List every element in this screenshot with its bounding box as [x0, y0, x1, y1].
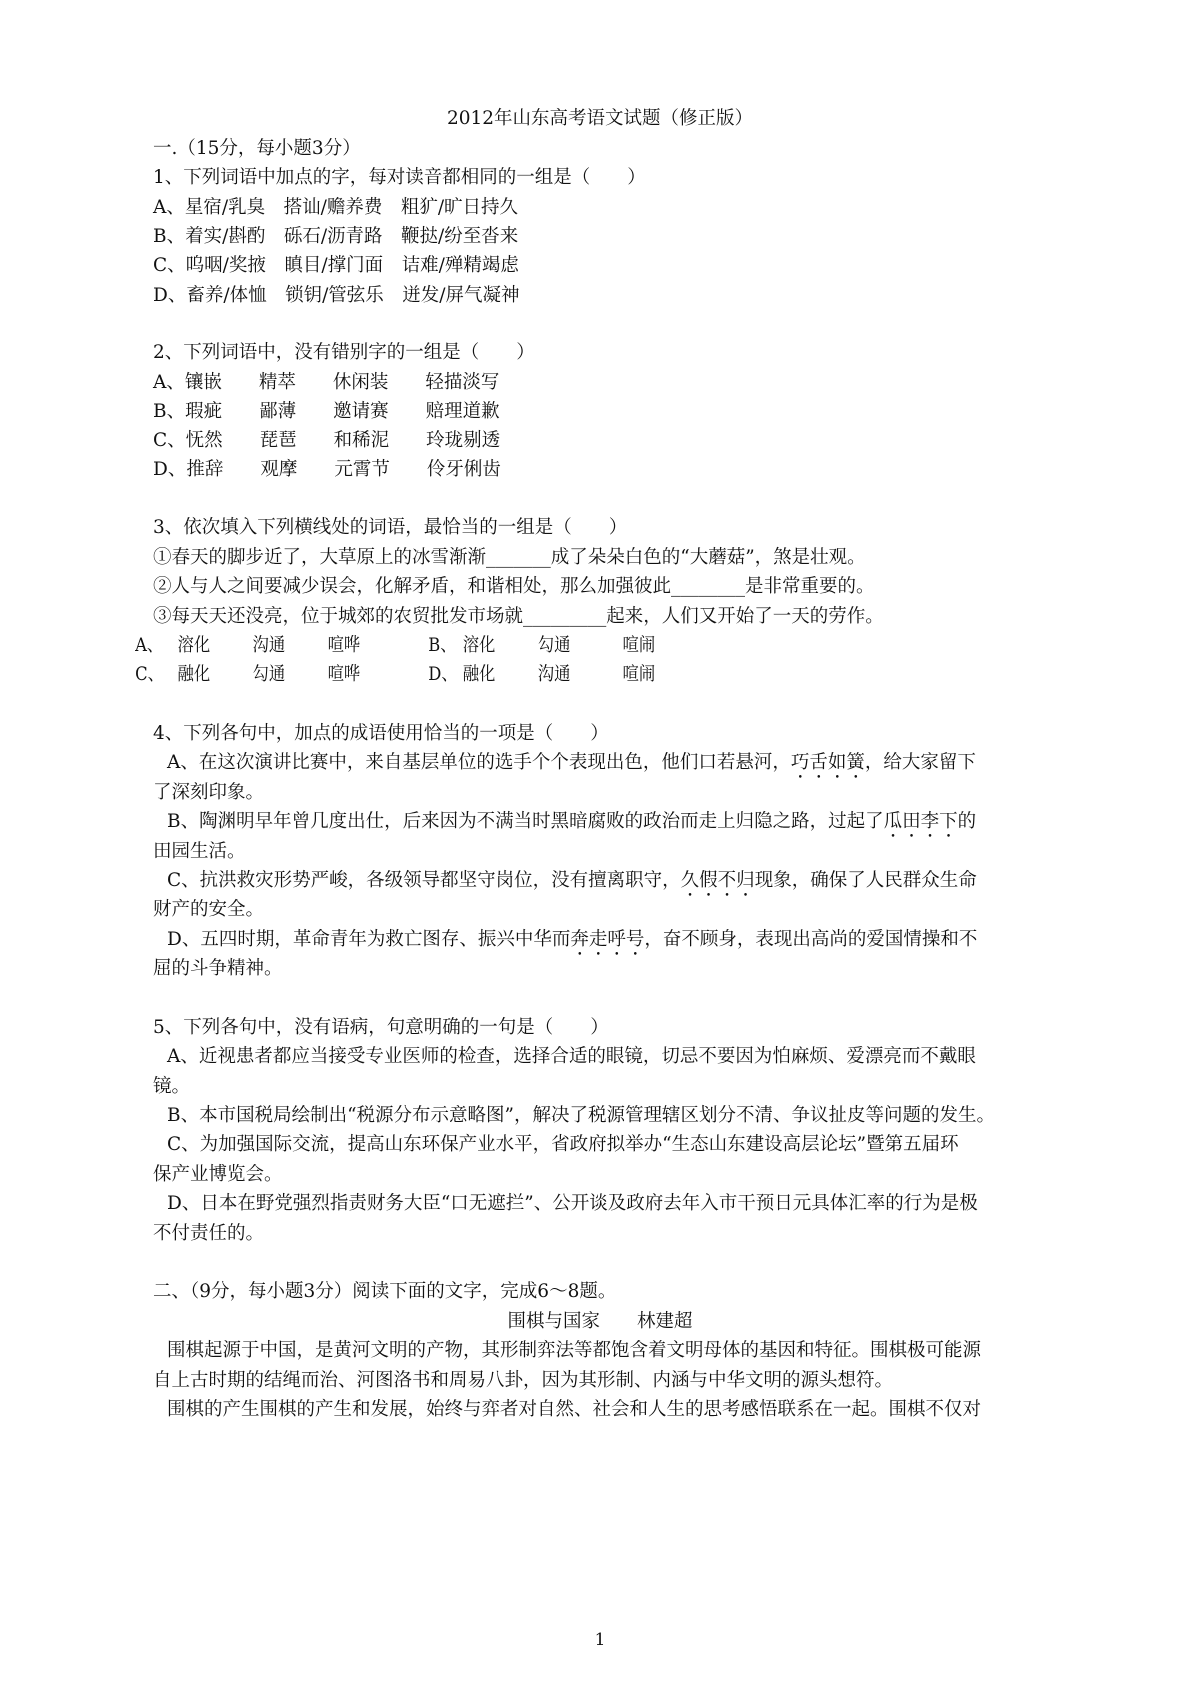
q4-option-b-text: B、陶渊明早年曾几度出仕，后来因为不满当时黑暗腐败的政治而走上归隐之路，过起了 [167, 811, 884, 832]
q4-option-a-line-2: 了深刻印象。 [153, 782, 265, 803]
q4-option-a-text: A、在这次演讲比赛中，来自基层单位的选手个个表现出色，他们口若悬河， [167, 752, 791, 773]
q5-option-b-line-1: B、本市国税局绘制出“税源分布示意略图”，解决了税源管理辖区划分不清、争议扯皮等问题的发生。 [167, 1105, 996, 1126]
q3-option-c-word-2: 勾通 [252, 664, 286, 685]
q4-option-d-idiom: 奔走呼号 [570, 929, 645, 950]
q3-sentence-1: ①春天的脚步近了，大草原上的冰雪渐渐_______成了朵朵白色的“大蘑菇”，煞是壮观。 [153, 547, 866, 568]
q4-option-c-text: C、抗洪救灾形势严峻，各级领导都坚守岗位，没有擅离职守， [167, 870, 681, 891]
q3-option-c-word-3: 喧哗 [327, 664, 361, 685]
q4-option-d-text: D、五四时期，革命青年为救亡图存、振兴中华而 [167, 929, 571, 950]
q3-option-a-word-3: 喧哗 [327, 635, 361, 656]
q4-option-c-idiom: 久假不归 [680, 870, 755, 891]
q4-option-a-idiom: 巧舌如簧 [790, 752, 865, 773]
q2-stem: 2、下列词语中，没有错别字的一组是（ ） [153, 342, 535, 363]
q4-option-c-line-2: 财产的安全。 [153, 899, 265, 920]
q4-option-d-line-2: 屈的斗争精神。 [153, 958, 283, 979]
q4-option-a-tail: ，给大家留下 [864, 752, 976, 773]
q1-option-c: C、呜咽/奖掖 瞋目/撑门面 诘难/殚精竭虑 [153, 255, 519, 276]
q3-option-d-label: D、 [428, 664, 458, 685]
page-number: 1 [594, 1630, 606, 1650]
q5-option-c-line-1: C、为加强国际交流，提高山东环保产业水平，省政府拟举办“生态山东建设高层论坛”暨第五届环 [167, 1134, 959, 1155]
q3-option-d-word-1: 融化 [462, 664, 496, 685]
q4-option-b-line-2: 田园生活。 [153, 841, 246, 862]
section2-heading: 二、（9分，每小题3分）阅读下面的文字，完成6～8题。 [153, 1281, 617, 1302]
q5-option-a-line-1: A、近视患者都应当接受专业医师的检查，选择合适的眼镜，切忌不要因为怕麻烦、爱漂亮而不戴眼 [167, 1046, 976, 1067]
q4-option-b-tail: 的 [957, 811, 977, 832]
q3-option-c-label: C、 [135, 664, 164, 685]
q1-option-d: D、畜养/体恤 锁钥/管弦乐 迸发/屏气凝神 [153, 285, 520, 306]
q4-stem: 4、下列各句中，加点的成语使用恰当的一项是（ ） [153, 723, 609, 744]
q3-sentence-3: ③每天天还没亮，位于城郊的农贸批发市场就_________起来，人们又开始了一天的劳作。 [153, 606, 884, 627]
q4-option-b-idiom: 瓜田李下 [883, 811, 958, 832]
q3-options-row-2 [0, 663, 1060, 687]
q1-stem: 1、下列词语中加点的字，每对读音都相同的一组是（ ） [153, 167, 646, 188]
article-paragraph-1-line-1: 围棋起源于中国，是黄河文明的产物，其形制弈法等都饱含着文明母体的基因和特征。围棋极可能源 [167, 1340, 982, 1361]
article-paragraph-1-line-2: 自上古时期的结绳而治、河图洛书和周易八卦，因为其形制、内涵与中华文明的源头想符。 [153, 1370, 894, 1391]
q3-option-c-word-1: 融化 [177, 664, 211, 685]
article-title: 围棋与国家 林建超 [507, 1311, 693, 1332]
q3-option-a-label: A、 [135, 635, 164, 656]
q3-option-a-word-1: 溶化 [177, 635, 211, 656]
q2-option-d: D、推辞 观摩 元霄节 伶牙俐齿 [153, 459, 501, 480]
q3-option-b-word-2: 勾通 [537, 635, 571, 656]
q3-option-d-word-2: 沟通 [537, 664, 571, 685]
q5-option-d-line-1: D、日本在野党强烈指责财务大臣“口无遮拦”、公开谈及政府去年入市干预日元具体汇率的行为是极 [167, 1193, 978, 1214]
q3-option-b-label: B、 [428, 635, 457, 656]
section1-heading: 一.（15分，每小题3分） [153, 138, 361, 159]
q3-option-d-word-3: 喧闹 [622, 664, 656, 685]
q3-option-b-word-1: 溶化 [462, 635, 496, 656]
q4-option-c-line-1 [167, 869, 977, 901]
q2-option-b: B、瑕疵 鄙薄 邀请赛 赔理道歉 [153, 401, 500, 422]
q5-option-a-line-2: 镜。 [153, 1076, 191, 1097]
q2-option-a: A、镶嵌 精萃 休闲装 轻描淡写 [153, 372, 500, 393]
q5-option-c-line-2: 保产业博览会。 [153, 1164, 283, 1185]
q4-option-a-line-1 [167, 751, 976, 783]
article-paragraph-2-line-1: 围棋的产生围棋的产生和发展，始终与弈者对自然、社会和人生的思考感悟联系在一起。围棋不仅对 [167, 1399, 982, 1420]
q2-option-c: C、怃然 琵琶 和稀泥 玲珑剔透 [153, 430, 501, 451]
q1-option-b: B、着实/斟酌 砾石/沥青路 鞭挞/纷至沓来 [153, 226, 519, 247]
q4-option-b-line-1 [167, 810, 976, 842]
q3-sentence-2: ②人与人之间要减少误会，化解矛盾，和谐相处，那么加强彼此________是非常重要的。 [153, 576, 875, 597]
q4-option-d-tail: ，奋不顾身，表现出高尚的爱国情操和不 [644, 929, 978, 950]
q4-option-d-line-1 [167, 928, 977, 960]
q3-option-b-word-3: 喧闹 [622, 635, 656, 656]
q3-stem: 3、依次填入下列横线处的词语，最恰当的一组是（ ） [153, 517, 628, 538]
q1-option-a: A、星宿/乳臭 搭讪/赡养费 粗犷/旷日持久 [153, 197, 519, 218]
q3-option-a-word-2: 沟通 [252, 635, 286, 656]
q3-options-row-1 [0, 634, 1060, 658]
q5-stem: 5、下列各句中，没有语病，句意明确的一句是（ ） [153, 1017, 609, 1038]
q4-option-c-tail: 现象，确保了人民群众生命 [754, 870, 977, 891]
page-title: 2012年山东高考语文试题（修正版） [446, 108, 754, 129]
q5-option-d-line-2: 不付责任的。 [153, 1223, 265, 1244]
